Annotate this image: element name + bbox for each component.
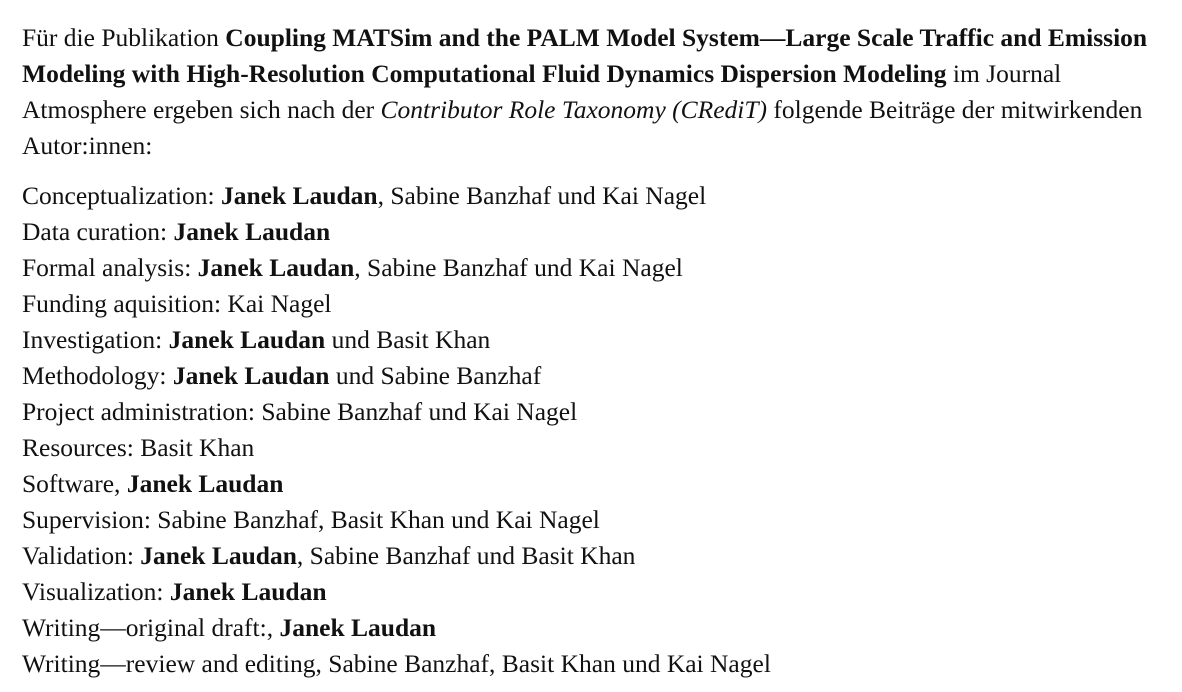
role-line xyxy=(22,358,1162,394)
role-main-author: Janek Laudan xyxy=(197,253,355,282)
role-main-author: Janek Laudan xyxy=(169,577,327,606)
role-main-author: Janek Laudan xyxy=(168,325,326,354)
role-line xyxy=(22,322,1162,358)
role-main-author: Janek Laudan xyxy=(173,217,331,246)
role-line xyxy=(22,250,1162,286)
role-line xyxy=(22,394,1162,430)
role-label: Data curation: xyxy=(22,217,174,246)
role-label: Resources: Basit Khan xyxy=(22,433,255,462)
role-line xyxy=(22,538,1162,574)
role-others: , Sabine Banzhaf und Kai Nagel xyxy=(354,253,683,282)
role-main-author: Janek Laudan xyxy=(140,541,297,570)
document-page xyxy=(22,20,1162,682)
role-label: Validation: xyxy=(22,541,141,570)
role-others: und Sabine Banzhaf xyxy=(329,361,542,390)
role-label: Software, xyxy=(22,469,127,498)
role-line xyxy=(22,502,1162,538)
role-line xyxy=(22,466,1162,502)
role-label: Project administration: Sabine Banzhaf und Kai Nagel xyxy=(22,397,578,426)
role-others: , Sabine Banzhaf und Kai Nagel xyxy=(377,181,707,210)
role-others: , Sabine Banzhaf und Basit Khan xyxy=(296,541,636,570)
role-line xyxy=(22,610,1162,646)
role-main-author: Janek Laudan xyxy=(126,469,284,498)
intro-paragraph xyxy=(22,20,1162,164)
role-label: Writing—original draft:, xyxy=(22,613,280,642)
role-label: Conceptualization: xyxy=(22,181,221,210)
role-line xyxy=(22,574,1162,610)
role-line xyxy=(22,214,1162,250)
role-label: Formal analysis: xyxy=(22,253,198,282)
contributor-roles-list xyxy=(22,178,1162,682)
role-line xyxy=(22,178,1162,214)
role-main-author: Janek Laudan xyxy=(279,613,437,642)
intro-middle: im Journal Atmosphere ergeben sich nach der xyxy=(22,59,1062,124)
role-main-author: Janek Laudan xyxy=(220,181,378,210)
role-label: Writing—review and editing, Sabine Banzhaf, Basit Khan und Kai Nagel xyxy=(22,649,771,678)
role-line xyxy=(22,430,1162,466)
role-label: Supervision: Sabine Banzhaf, Basit Khan und Kai Nagel xyxy=(22,505,600,534)
role-label: Methodology: xyxy=(22,361,173,390)
intro-prefix: Für die Publikation xyxy=(22,23,226,52)
role-label: Funding aquisition: Kai Nagel xyxy=(22,289,332,318)
role-main-author: Janek Laudan xyxy=(172,361,330,390)
role-line xyxy=(22,286,1162,322)
role-line xyxy=(22,646,1162,682)
intro-suffix: folgende Beiträge der mitwirkenden Autor:innen: xyxy=(22,95,1143,160)
taxonomy-name: Contributor Role Taxonomy (CRediT) xyxy=(380,95,768,124)
role-others: und Basit Khan xyxy=(325,325,491,354)
role-label: Investigation: xyxy=(22,325,169,354)
role-label: Visualization: xyxy=(22,577,170,606)
publication-title: Coupling MATSim and the PALM Model System—Large Scale Traffic and Emission Modeling with High-Resolution Computational Fluid Dynamics Dispersion Modeling xyxy=(22,23,1148,88)
